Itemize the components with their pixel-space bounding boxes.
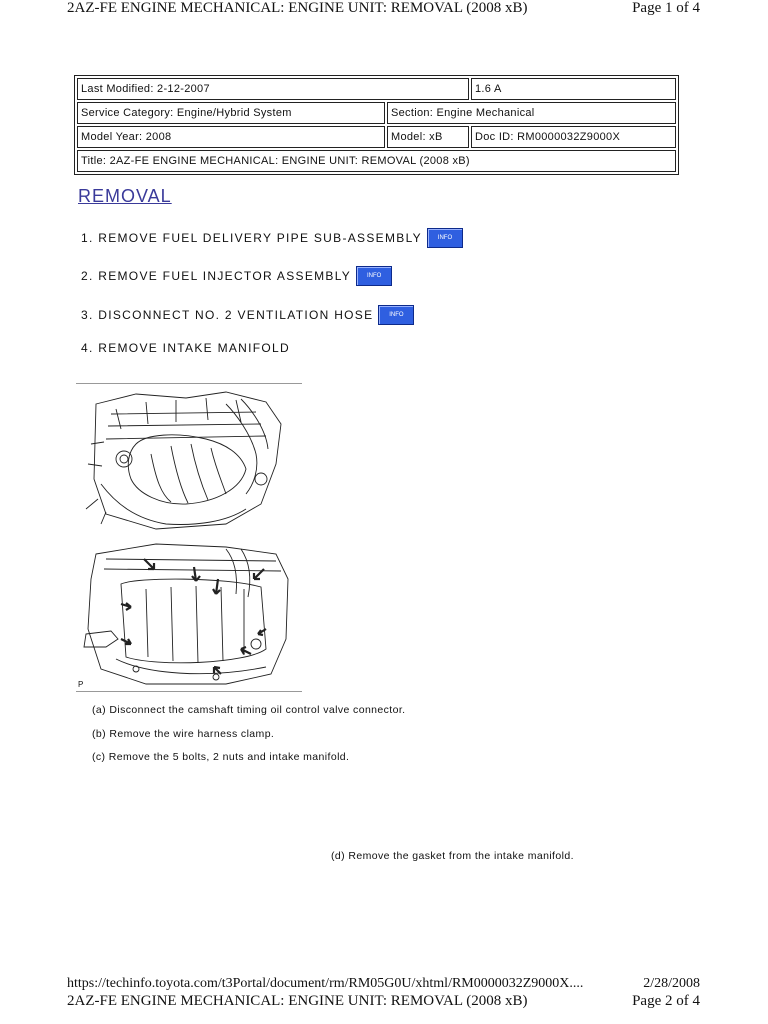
removal-heading-link[interactable]: REMOVAL [78,186,172,206]
substep-c: (c) Remove the 5 bolts, 2 nuts and intake manifold. [92,751,350,763]
last-modified-cell: Last Modified: 2-12-2007 [77,78,469,100]
step-4 [81,341,290,355]
page-footer [67,976,700,992]
next-page-header [67,993,700,1010]
figure-code: P [78,680,84,689]
model-year-cell: Model Year: 2008 [77,126,385,148]
section-cell: Section: Engine Mechanical [387,102,676,124]
engine-line-drawing [76,384,302,691]
step-1-text: 1. REMOVE FUEL DELIVERY PIPE SUB-ASSEMBLY [81,231,422,245]
step-2 [81,266,392,286]
version-cell: 1.6 A [471,78,676,100]
step-3-info-button[interactable]: INFO [378,305,414,325]
document-meta-table [74,75,679,175]
substep-a: (a) Disconnect the camshaft timing oil control valve connector. [92,704,406,716]
footer-url: https://techinfo.toyota.com/t3Portal/document/rm/RM05G0U/xhtml/RM0000032Z9000X.... [67,976,584,991]
next-page-title: 2AZ-FE ENGINE MECHANICAL: ENGINE UNIT: REMOVAL (2008 xB) [67,993,528,1009]
step-2-text: 2. REMOVE FUEL INJECTOR ASSEMBLY [81,269,352,283]
engine-side-view [84,544,288,684]
engine-top-view [86,392,281,529]
substep-d: (d) Remove the gasket from the intake manifold. [331,850,574,862]
next-page-number: Page 2 of 4 [632,993,700,1009]
header-title: 2AZ-FE ENGINE MECHANICAL: ENGINE UNIT: REMOVAL (2008 xB) [67,0,528,16]
intake-manifold-illustration [76,383,302,692]
title-cell: Title: 2AZ-FE ENGINE MECHANICAL: ENGINE UNIT: REMOVAL (2008 xB) [77,150,676,172]
step-3-text: 3. DISCONNECT NO. 2 VENTILATION HOSE [81,308,374,322]
step-1-info-button[interactable]: INFO [427,228,463,248]
page-header [67,0,700,17]
service-category-cell: Service Category: Engine/Hybrid System [77,102,385,124]
step-3 [81,305,414,325]
substep-b: (b) Remove the wire harness clamp. [92,728,275,740]
header-page-number: Page 1 of 4 [632,0,700,16]
step-2-info-button[interactable]: INFO [356,266,392,286]
step-1 [81,228,463,248]
model-cell: Model: xB [387,126,469,148]
doc-id-cell: Doc ID: RM0000032Z9000X [471,126,676,148]
footer-date: 2/28/2008 [643,976,700,991]
step-4-text: 4. REMOVE INTAKE MANIFOLD [81,341,290,355]
